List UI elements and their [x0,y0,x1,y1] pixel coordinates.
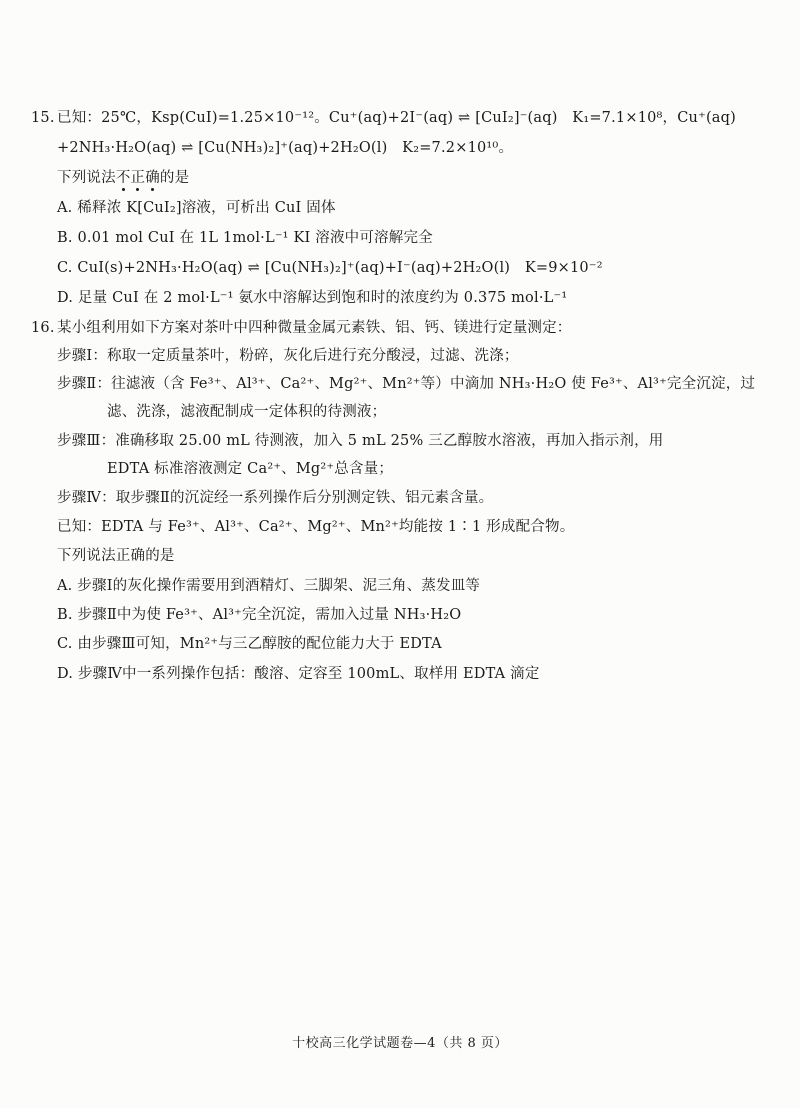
q16-option-a: A. 步骤Ⅰ的灰化操作需要用到酒精灯、三脚架、泥三角、蒸发皿等 [57,578,481,594]
q16-step3-line1: 步骤Ⅲ：准确移取 25.00 mL 待测液，加入 5 mL 25% 三乙醇胺水溶液，再加入指示剂，用 [57,433,664,449]
q15-option-a: A. 稀释浓 K[CuI₂]溶液，可析出 CuI 固体 [57,200,336,216]
emphasis-char: 不 [115,170,131,186]
q15-option-b: B. 0.01 mol CuI 在 1L 1mol·L⁻¹ KI 溶液中可溶解完全 [57,230,433,246]
q16-option-d: D. 步骤Ⅳ中一系列操作包括：酸溶、定容至 100mL、取样用 EDTA 滴定 [57,666,540,682]
q16-prompt: 下列说法正确的是 [57,548,175,564]
q16-step3-line2: EDTA 标准溶液测定 Ca²⁺、Mg²⁺总含量； [107,461,394,477]
emphasis-char: 确 [145,170,160,186]
q15-given-1: 已知：25℃，Ksp(CuI)=1.25×10⁻¹²。Cu⁺(aq)+2I⁻(aq) ⇌ [CuI₂]⁻(aq) K₁=7.1×10⁸，Cu⁺(aq) [57,110,736,126]
q16-number: 16. [31,320,55,336]
q16-option-b: B. 步骤Ⅱ中为使 Fe³⁺、Al³⁺完全沉淀，需加入过量 NH₃·H₂O [57,607,462,623]
q15-prompt-emphasis [116,170,160,186]
emphasis-char: 正 [130,170,146,186]
q16-step2-line1: 步骤Ⅱ：往滤液（含 Fe³⁺、Al³⁺、Ca²⁺、Mg²⁺、Mn²⁺等）中滴加 NH₃·H₂O 使 Fe³⁺、Al³⁺完全沉淀，过 [57,376,756,392]
page-footer: 十校高三化学试题卷—4（共 8 页） [292,1036,508,1051]
q16-option-c: C. 由步骤Ⅲ可知，Mn²⁺与三乙醇胺的配位能力大于 EDTA [57,636,442,652]
q16-known: 已知：EDTA 与 Fe³⁺、Al³⁺、Ca²⁺、Mg²⁺、Mn²⁺均能按 1∶1 形成配合物。 [57,519,575,535]
q15-line1 [31,108,736,128]
q15-number: 15. [31,110,55,126]
q15-option-c: C. CuI(s)+2NH₃·H₂O(aq) ⇌ [Cu(NH₃)₂]⁺(aq)+I⁻(aq)+2H₂O(l) K=9×10⁻² [57,260,603,276]
q16-step2-line2: 滤、洗涤，滤液配制成一定体积的待测液； [107,404,387,420]
q15-option-d: D. 足量 CuI 在 2 mol·L⁻¹ 氨水中溶解达到饱和时的浓度约为 0.375 mol·L⁻¹ [57,290,568,306]
q16-step1: 步骤Ⅰ：称取一定质量茶叶，粉碎，灰化后进行充分酸浸，过滤、洗涤； [57,348,519,364]
q16-line1 [31,318,572,338]
q15-given-2: +2NH₃·H₂O(aq) ⇌ [Cu(NH₃)₂]⁺(aq)+2H₂O(l) K₂=7.2×10¹⁰。 [57,140,514,156]
q16-step4: 步骤Ⅳ：取步骤Ⅱ的沉淀经一系列操作后分别测定铁、铝元素含量。 [57,490,494,506]
q16-intro: 某小组利用如下方案对茶叶中四种微量金属元素铁、铝、钙、镁进行定量测定： [57,320,572,336]
q15-prompt: 下列说法不正确的是 [57,170,190,186]
